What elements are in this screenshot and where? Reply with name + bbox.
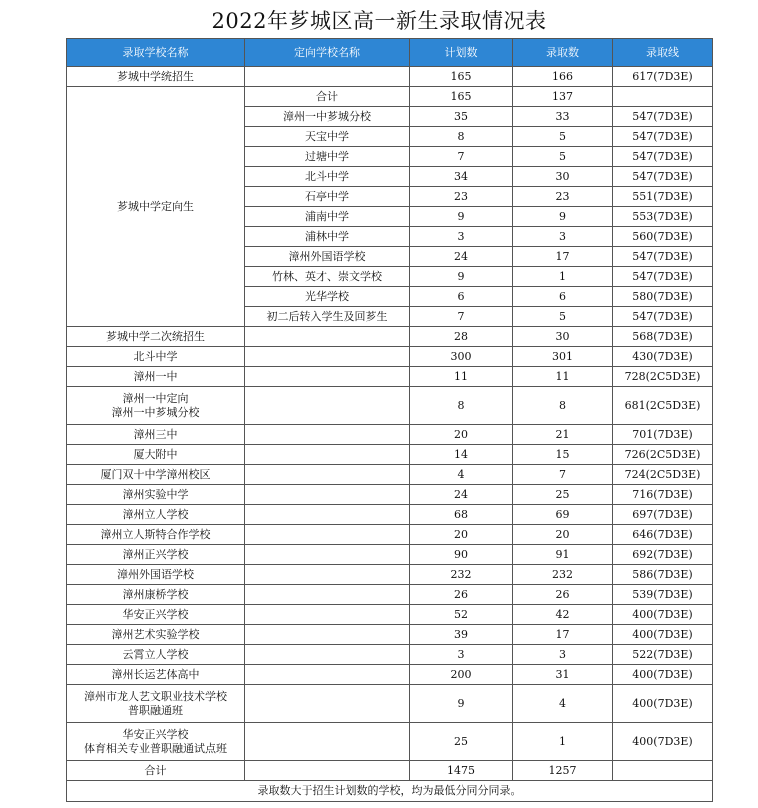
school-name: 漳州立人斯特合作学校 — [67, 525, 245, 545]
cutoff-score: 430(7D3E) — [613, 347, 713, 367]
school-name-line-1: 华安正兴学校 — [122, 727, 189, 741]
directed-school — [245, 445, 410, 465]
plan-count: 24 — [410, 247, 513, 267]
plan-count: 3 — [410, 227, 513, 247]
admitted-count: 31 — [513, 665, 613, 685]
table-body — [67, 67, 713, 802]
directed-school: 浦林中学 — [245, 227, 410, 247]
admission-table — [66, 38, 713, 802]
cutoff-score: 400(7D3E) — [613, 605, 713, 625]
cutoff-score: 726(2C5D3E) — [613, 445, 713, 465]
plan-count: 39 — [410, 625, 513, 645]
header-school: 录取学校名称 — [67, 39, 245, 67]
table-row — [67, 485, 713, 505]
admitted-count: 5 — [513, 127, 613, 147]
admitted-count: 30 — [513, 167, 613, 187]
table-row — [67, 723, 713, 761]
plan-count: 90 — [410, 545, 513, 565]
cutoff-score: 547(7D3E) — [613, 107, 713, 127]
cutoff-score: 724(2C5D3E) — [613, 465, 713, 485]
directed-school — [245, 585, 410, 605]
admitted-count: 69 — [513, 505, 613, 525]
school-name: 漳州长运艺体高中 — [67, 665, 245, 685]
header-cutoff: 录取线 — [613, 39, 713, 67]
admitted-count: 1257 — [513, 761, 613, 781]
cutoff-score: 400(7D3E) — [613, 723, 713, 761]
school-name: 芗城中学二次统招生 — [67, 327, 245, 347]
directed-school — [245, 425, 410, 445]
admitted-count: 8 — [513, 387, 613, 425]
cutoff-score: 547(7D3E) — [613, 127, 713, 147]
cutoff-score: 522(7D3E) — [613, 645, 713, 665]
plan-count: 4 — [410, 465, 513, 485]
table-row — [67, 67, 713, 87]
admitted-count: 9 — [513, 207, 613, 227]
school-name: 漳州艺术实验学校 — [67, 625, 245, 645]
plan-count: 25 — [410, 723, 513, 761]
plan-count: 68 — [410, 505, 513, 525]
cutoff-score: 547(7D3E) — [613, 307, 713, 327]
table-row — [67, 605, 713, 625]
admitted-count: 1 — [513, 723, 613, 761]
admitted-count: 3 — [513, 645, 613, 665]
plan-count: 8 — [410, 387, 513, 425]
plan-count: 300 — [410, 347, 513, 367]
directed-school: 竹林、英才、崇文学校 — [245, 267, 410, 287]
directed-school: 石亭中学 — [245, 187, 410, 207]
plan-count: 14 — [410, 445, 513, 465]
directed-school — [245, 327, 410, 347]
school-name-line-2: 普职融通班 — [128, 703, 183, 717]
cutoff-score: 617(7D3E) — [613, 67, 713, 87]
school-name: 漳州三中 — [67, 425, 245, 445]
header-row — [67, 39, 713, 67]
plan-count: 7 — [410, 307, 513, 327]
cutoff-score: 697(7D3E) — [613, 505, 713, 525]
directed-school: 过塘中学 — [245, 147, 410, 167]
plan-count: 20 — [410, 425, 513, 445]
directed-school: 漳州一中芗城分校 — [245, 107, 410, 127]
cutoff-score: 547(7D3E) — [613, 247, 713, 267]
directed-school — [245, 485, 410, 505]
directed-school — [245, 605, 410, 625]
admitted-count: 11 — [513, 367, 613, 387]
school-name-line-2: 漳州一中芗城分校 — [111, 405, 200, 419]
directed-school — [245, 685, 410, 723]
cutoff-score: 547(7D3E) — [613, 147, 713, 167]
plan-count: 165 — [410, 67, 513, 87]
admitted-count: 30 — [513, 327, 613, 347]
school-name-line-1: 漳州市龙人艺文职业技术学校 — [84, 689, 227, 703]
school-name: 厦门双十中学漳州校区 — [67, 465, 245, 485]
directed-school: 合计 — [245, 87, 410, 107]
plan-count: 28 — [410, 327, 513, 347]
directed-school — [245, 525, 410, 545]
table-row — [67, 665, 713, 685]
plan-count: 9 — [410, 685, 513, 723]
directed-school: 初二后转入学生及回芗生 — [245, 307, 410, 327]
plan-count: 7 — [410, 147, 513, 167]
school-name: 漳州外国语学校 — [67, 565, 245, 585]
directed-school — [245, 723, 410, 761]
header-admitted: 录取数 — [513, 39, 613, 67]
cutoff-score — [613, 87, 713, 107]
cutoff-score: 553(7D3E) — [613, 207, 713, 227]
table-row — [67, 685, 713, 723]
cutoff-score: 716(7D3E) — [613, 485, 713, 505]
plan-count: 26 — [410, 585, 513, 605]
plan-count: 8 — [410, 127, 513, 147]
cutoff-score: 580(7D3E) — [613, 287, 713, 307]
admitted-count: 137 — [513, 87, 613, 107]
table-row — [67, 761, 713, 781]
table-row — [67, 545, 713, 565]
directed-school: 漳州外国语学校 — [245, 247, 410, 267]
table-row — [67, 347, 713, 367]
table-row — [67, 505, 713, 525]
table-row — [67, 465, 713, 485]
directed-school — [245, 761, 410, 781]
admitted-count: 17 — [513, 247, 613, 267]
table-row — [67, 645, 713, 665]
plan-count: 35 — [410, 107, 513, 127]
admitted-count: 5 — [513, 307, 613, 327]
plan-count: 52 — [410, 605, 513, 625]
cutoff-score: 400(7D3E) — [613, 685, 713, 723]
directed-school — [245, 645, 410, 665]
table-row — [67, 425, 713, 445]
plan-count: 11 — [410, 367, 513, 387]
cutoff-score: 551(7D3E) — [613, 187, 713, 207]
school-name: 漳州一中 — [67, 367, 245, 387]
admitted-count: 33 — [513, 107, 613, 127]
admitted-count: 232 — [513, 565, 613, 585]
plan-count: 6 — [410, 287, 513, 307]
cutoff-score: 692(7D3E) — [613, 545, 713, 565]
admitted-count: 5 — [513, 147, 613, 167]
school-name: 合计 — [67, 761, 245, 781]
admitted-count: 21 — [513, 425, 613, 445]
cutoff-score: 539(7D3E) — [613, 585, 713, 605]
header-directed-school: 定向学校名称 — [245, 39, 410, 67]
directed-school: 浦南中学 — [245, 207, 410, 227]
admitted-count: 23 — [513, 187, 613, 207]
admitted-count: 7 — [513, 465, 613, 485]
page-title: 2022年芗城区高一新生录取情况表 — [211, 9, 547, 33]
cutoff-score: 400(7D3E) — [613, 665, 713, 685]
directed-school: 光华学校 — [245, 287, 410, 307]
cutoff-score: 568(7D3E) — [613, 327, 713, 347]
admitted-count: 166 — [513, 67, 613, 87]
admitted-count: 15 — [513, 445, 613, 465]
school-name: 华安正兴学校 — [67, 605, 245, 625]
cutoff-score — [613, 761, 713, 781]
table-row — [67, 327, 713, 347]
cutoff-score: 586(7D3E) — [613, 565, 713, 585]
cutoff-score: 701(7D3E) — [613, 425, 713, 445]
admitted-count: 26 — [513, 585, 613, 605]
directed-school — [245, 67, 410, 87]
table-row — [67, 625, 713, 645]
table-row — [67, 445, 713, 465]
school-name: 漳州正兴学校 — [67, 545, 245, 565]
directed-school — [245, 505, 410, 525]
cutoff-score: 547(7D3E) — [613, 267, 713, 287]
admitted-count: 42 — [513, 605, 613, 625]
admitted-count: 6 — [513, 287, 613, 307]
admitted-count: 91 — [513, 545, 613, 565]
directed-school: 天宝中学 — [245, 127, 410, 147]
table-row — [67, 87, 713, 107]
school-name: 北斗中学 — [67, 347, 245, 367]
plan-count: 165 — [410, 87, 513, 107]
admitted-count: 4 — [513, 685, 613, 723]
directed-school — [245, 367, 410, 387]
school-name-line-2: 体育相关专业普职融通试点班 — [84, 741, 227, 755]
school-name — [67, 685, 245, 723]
cutoff-score: 560(7D3E) — [613, 227, 713, 247]
school-name: 芗城中学统招生 — [67, 67, 245, 87]
school-name-line-1: 漳州一中定向 — [122, 391, 189, 405]
plan-count: 9 — [410, 207, 513, 227]
directed-school — [245, 625, 410, 645]
plan-count: 3 — [410, 645, 513, 665]
school-name — [67, 723, 245, 761]
school-name — [67, 387, 245, 425]
admitted-count: 1 — [513, 267, 613, 287]
school-name: 漳州实验中学 — [67, 485, 245, 505]
directed-school — [245, 665, 410, 685]
table-row — [67, 367, 713, 387]
footnote: 录取数大于招生计划数的学校，均为最低分同分同录。 — [67, 781, 713, 802]
cutoff-score: 646(7D3E) — [613, 525, 713, 545]
footnote-row — [67, 781, 713, 802]
plan-count: 1475 — [410, 761, 513, 781]
directed-school — [245, 387, 410, 425]
table-row — [67, 565, 713, 585]
school-name: 芗城中学定向生 — [67, 87, 245, 327]
plan-count: 34 — [410, 167, 513, 187]
school-name: 漳州康桥学校 — [67, 585, 245, 605]
admitted-count: 25 — [513, 485, 613, 505]
cutoff-score: 681(2C5D3E) — [613, 387, 713, 425]
header-plan: 计划数 — [410, 39, 513, 67]
directed-school — [245, 465, 410, 485]
school-name: 漳州立人学校 — [67, 505, 245, 525]
cutoff-score: 547(7D3E) — [613, 167, 713, 187]
cutoff-score: 728(2C5D3E) — [613, 367, 713, 387]
plan-count: 24 — [410, 485, 513, 505]
plan-count: 23 — [410, 187, 513, 207]
plan-count: 9 — [410, 267, 513, 287]
table-row — [67, 585, 713, 605]
cutoff-score: 400(7D3E) — [613, 625, 713, 645]
school-name: 厦大附中 — [67, 445, 245, 465]
admitted-count: 3 — [513, 227, 613, 247]
directed-school: 北斗中学 — [245, 167, 410, 187]
admitted-count: 301 — [513, 347, 613, 367]
plan-count: 20 — [410, 525, 513, 545]
table-row — [67, 525, 713, 545]
admitted-count: 20 — [513, 525, 613, 545]
directed-school — [245, 347, 410, 367]
directed-school — [245, 565, 410, 585]
plan-count: 232 — [410, 565, 513, 585]
table-row — [67, 387, 713, 425]
school-name: 云霄立人学校 — [67, 645, 245, 665]
admitted-count: 17 — [513, 625, 613, 645]
plan-count: 200 — [410, 665, 513, 685]
directed-school — [245, 545, 410, 565]
